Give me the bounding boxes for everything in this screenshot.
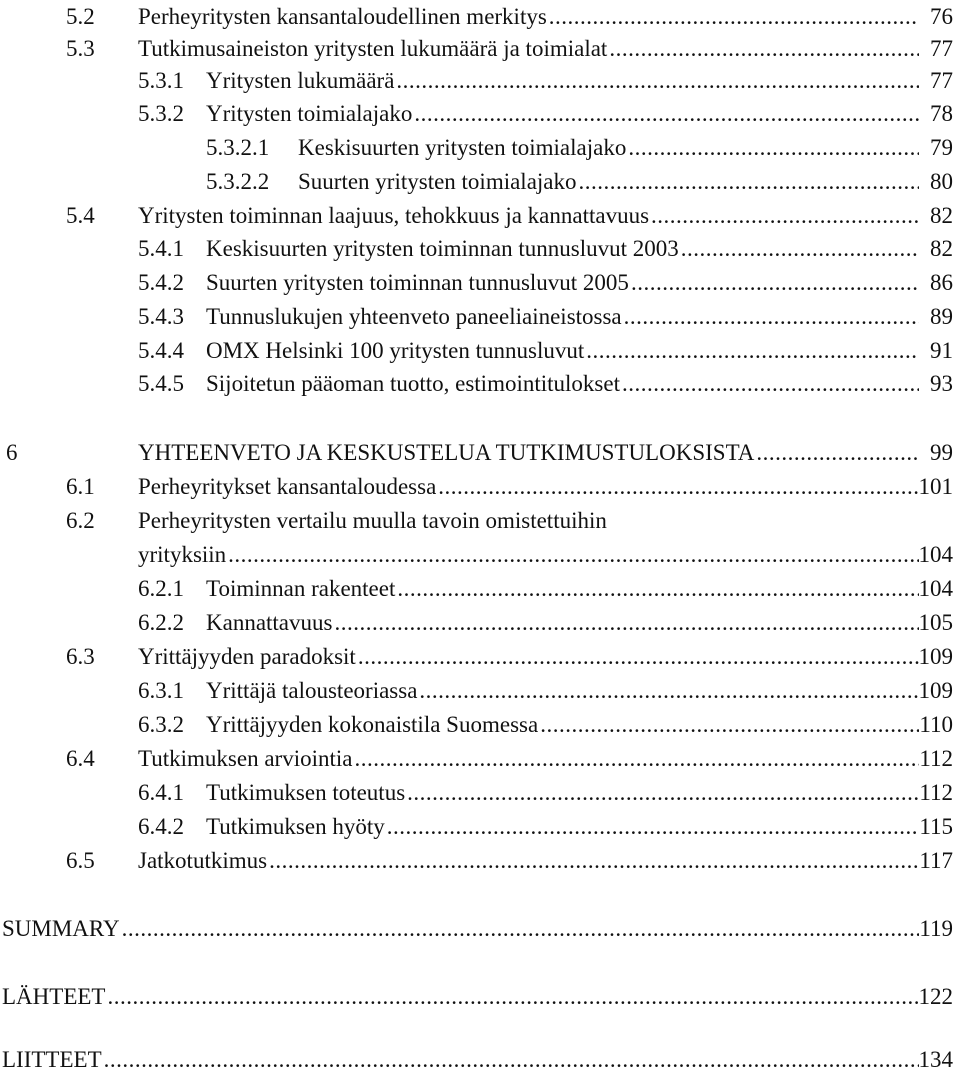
toc-number: 5.3.2 [138, 101, 184, 126]
toc-page-number: 82 [930, 236, 953, 261]
toc-entry[interactable] [138, 367, 953, 401]
toc-entry[interactable] [138, 810, 953, 844]
dot-leader [579, 165, 919, 199]
toc-section-entry[interactable] [2, 1043, 953, 1077]
toc-number: 5.4.4 [138, 338, 184, 363]
toc-title: Kannattavuus [206, 610, 333, 635]
toc-number: 5.4.5 [138, 371, 184, 396]
dot-leader [681, 232, 919, 266]
toc-page-number: 104 [918, 576, 953, 601]
toc-page-number: 101 [918, 474, 953, 499]
toc-entry[interactable] [138, 572, 953, 606]
toc-entry[interactable] [138, 776, 953, 810]
dot-leader [622, 367, 919, 401]
toc-entry[interactable] [138, 97, 953, 131]
toc-number: 5.3.2.2 [206, 169, 270, 194]
dot-leader [358, 640, 919, 674]
toc-title: Sijoitetun pääoman tuotto, estimointitulokset [206, 371, 620, 396]
dot-leader [228, 538, 918, 572]
toc-title: OMX Helsinki 100 yritysten tunnusluvut [206, 338, 585, 363]
dot-leader [414, 97, 919, 131]
dot-leader [651, 199, 919, 233]
toc-number: 6.1 [66, 474, 95, 499]
toc-number: 5.4.1 [138, 236, 184, 261]
toc-title: Keskisuurten yritysten toiminnan tunnusluvut 2003 [206, 236, 679, 261]
dot-leader [586, 334, 919, 368]
toc-title: Perheyritysten kansantaloudellinen merkitys [138, 4, 547, 29]
toc-entry[interactable] [138, 606, 953, 640]
toc-page-number: 80 [930, 169, 953, 194]
toc-page-number: 77 [930, 36, 953, 61]
toc-page-number: 117 [919, 848, 953, 873]
toc-page-number: 86 [930, 270, 953, 295]
toc-entry[interactable] [66, 742, 953, 776]
toc-page-number: 122 [918, 984, 953, 1009]
dot-leader [104, 1043, 919, 1077]
toc-title: Suurten yritysten toimialajako [298, 169, 577, 194]
toc-page-number: 115 [919, 814, 953, 839]
dot-leader [756, 436, 919, 470]
toc-page-number: 110 [919, 712, 953, 737]
toc-entry[interactable] [138, 266, 953, 300]
toc-number: 5.2 [66, 4, 95, 29]
toc-number: 6.2 [66, 508, 95, 533]
dot-leader [438, 470, 918, 504]
toc-number: 6 [6, 440, 18, 465]
toc-title: Tutkimusaineiston yritysten lukumäärä ja toimialat [138, 36, 608, 61]
dot-leader [397, 572, 918, 606]
toc-page-number: 105 [918, 610, 953, 635]
dot-leader [609, 32, 919, 66]
toc-number: 5.4.3 [138, 304, 184, 329]
dot-leader [387, 810, 919, 844]
dot-leader [107, 980, 918, 1014]
dot-leader [540, 708, 919, 742]
toc-page-number: 78 [930, 101, 953, 126]
toc-number: 6.4.2 [138, 814, 184, 839]
toc-page-number: 119 [919, 916, 953, 941]
toc-entry[interactable] [138, 334, 953, 368]
toc-page-number: 93 [930, 371, 953, 396]
toc-title: SUMMARY [2, 916, 120, 941]
toc-page-number: 104 [918, 542, 953, 567]
toc-entry[interactable] [66, 640, 953, 674]
toc-page-number: 134 [918, 1047, 953, 1072]
toc-entry[interactable] [66, 0, 953, 34]
toc-title: Jatkotutkimus [138, 848, 268, 873]
toc-page-number: 109 [918, 644, 953, 669]
toc-entry-continuation[interactable] [66, 538, 953, 572]
toc-title: Toiminnan rakenteet [206, 576, 396, 601]
toc-section-entry[interactable] [2, 912, 953, 946]
toc-page-number: 112 [919, 780, 953, 805]
toc-page-number: 109 [918, 678, 953, 703]
toc-number: 5.4.2 [138, 270, 184, 295]
toc-title: Perheyritykset kansantaloudessa [138, 474, 437, 499]
toc-number: 5.3.1 [138, 68, 184, 93]
toc-title: LIITTEET [2, 1047, 102, 1072]
toc-title: YHTEENVETO JA KESKUSTELUA TUTKIMUSTULOKSISTA [138, 440, 755, 465]
toc-title: Tutkimuksen arviointia [138, 746, 353, 771]
dot-leader [396, 64, 919, 98]
dot-leader [549, 0, 919, 34]
toc-number: 6.2.2 [138, 610, 184, 635]
toc-title: Yrittäjyyden kokonaistila Suomessa [206, 712, 539, 737]
toc-page-number: 76 [930, 4, 953, 29]
toc-number: 6.3.1 [138, 678, 184, 703]
toc-page-number: 99 [930, 440, 953, 465]
toc-title: Suurten yritysten toiminnan tunnusluvut 2005 [206, 270, 629, 295]
toc-chapter-entry[interactable] [6, 436, 953, 470]
toc-entry[interactable] [66, 199, 953, 233]
toc-entry[interactable] [138, 232, 953, 266]
dot-leader [354, 742, 919, 776]
toc-title: Yrittäjä talousteoriassa [206, 678, 418, 703]
toc-page-number: 79 [930, 135, 953, 160]
dot-leader [334, 606, 918, 640]
toc-number: 5.3.2.1 [206, 135, 270, 160]
toc-number: 5.4 [66, 203, 95, 228]
toc-entry[interactable] [206, 131, 953, 165]
toc-page-number: 82 [930, 203, 953, 228]
toc-number: 6.3 [66, 644, 95, 669]
dot-leader [269, 844, 919, 878]
toc-entry[interactable] [138, 64, 953, 98]
toc-title: Tutkimuksen hyöty [206, 814, 385, 839]
dot-leader [407, 776, 919, 810]
toc-entry[interactable] [66, 32, 953, 66]
dot-leader [628, 131, 919, 165]
toc-number: 6.5 [66, 848, 95, 873]
toc-entry[interactable] [138, 674, 953, 708]
dot-leader [631, 266, 919, 300]
toc-entry[interactable] [66, 470, 953, 504]
toc-title: Yritysten toiminnan laajuus, tehokkuus ja kannattavuus [138, 203, 650, 228]
toc-number: 5.3 [66, 36, 95, 61]
toc-number: 6.4.1 [138, 780, 184, 805]
toc-page-number: 112 [919, 746, 953, 771]
toc-title: Tunnuslukujen yhteenveto paneeliaineistossa [206, 304, 622, 329]
toc-title: Keskisuurten yritysten toimialajako [298, 135, 627, 160]
toc-entry[interactable] [206, 165, 953, 199]
toc-page-number: 91 [930, 338, 953, 363]
toc-title: Tutkimuksen toteutus [206, 780, 406, 805]
toc-title: Yrittäjyyden paradoksit [138, 644, 356, 669]
toc-entry[interactable] [138, 708, 953, 742]
toc-title: yrityksiin [138, 542, 227, 567]
toc-page-number: 77 [930, 68, 953, 93]
toc-entry[interactable] [138, 300, 953, 334]
toc-title: LÄHTEET [2, 984, 106, 1009]
toc-title: Yritysten lukumäärä [206, 68, 395, 93]
toc-title: Yritysten toimialajako [206, 101, 413, 126]
dot-leader [624, 300, 919, 334]
toc-section-entry[interactable] [2, 980, 953, 1014]
toc-number: 6.3.2 [138, 712, 184, 737]
toc-page-number: 89 [930, 304, 953, 329]
toc-entry[interactable] [66, 504, 953, 538]
dot-leader [419, 674, 918, 708]
dot-leader [122, 912, 919, 946]
toc-title: Perheyritysten vertailu muulla tavoin omistettuihin [138, 508, 607, 533]
toc-entry[interactable] [66, 844, 953, 878]
toc-number: 6.2.1 [138, 576, 184, 601]
toc-number: 6.4 [66, 746, 95, 771]
